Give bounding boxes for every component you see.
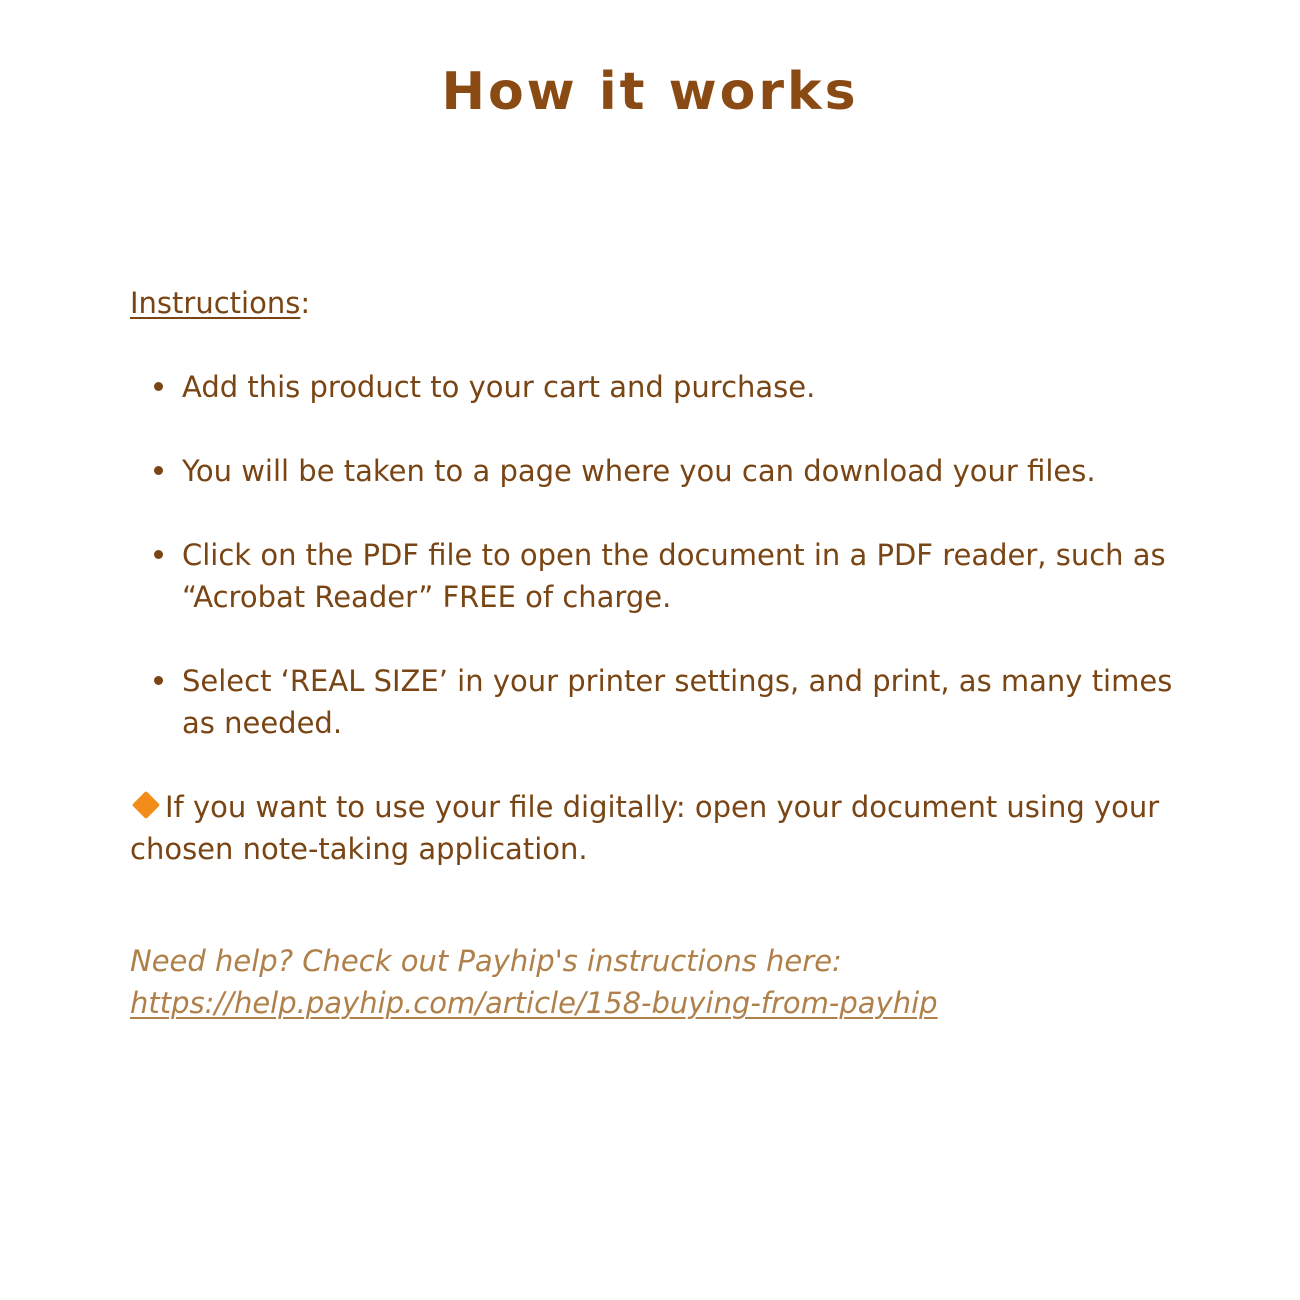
instructions-list <box>130 366 1190 744</box>
step-text: Add this product to your cart and purchase. <box>182 370 816 404</box>
digital-use-note <box>130 786 1190 870</box>
instructions-label: Instructions <box>130 286 301 320</box>
bullet-icon <box>154 550 163 559</box>
bullet-icon <box>154 466 163 475</box>
page-title: How it works <box>441 62 859 122</box>
step-text: You will be taken to a page where you can download your files. <box>182 454 1096 488</box>
content <box>130 282 1190 1024</box>
help-link[interactable]: https://help.payhip.com/article/158-buying-from-payhip <box>130 986 938 1020</box>
step-text: Click on the PDF file to open the document in a PDF reader, such as “Acrobat Reader” FREE of charge. <box>182 538 1166 614</box>
digital-note-text: If you want to use your file digitally: open your document using your chosen note-taking application. <box>130 790 1160 866</box>
list-item <box>130 366 1190 408</box>
help-section <box>130 940 1190 1024</box>
instructions-heading <box>130 282 1190 324</box>
step-text: Select ‘REAL SIZE’ in your printer settings, and print, as many times as needed. <box>182 664 1173 740</box>
list-item <box>130 534 1190 618</box>
bullet-icon <box>154 676 163 685</box>
instructions-colon: : <box>300 286 311 320</box>
orange-diamond-icon <box>132 791 160 819</box>
help-text: Need help? Check out Payhip's instructions here: <box>130 944 842 978</box>
list-item <box>130 450 1190 492</box>
bullet-icon <box>154 382 163 391</box>
list-item <box>130 660 1190 744</box>
